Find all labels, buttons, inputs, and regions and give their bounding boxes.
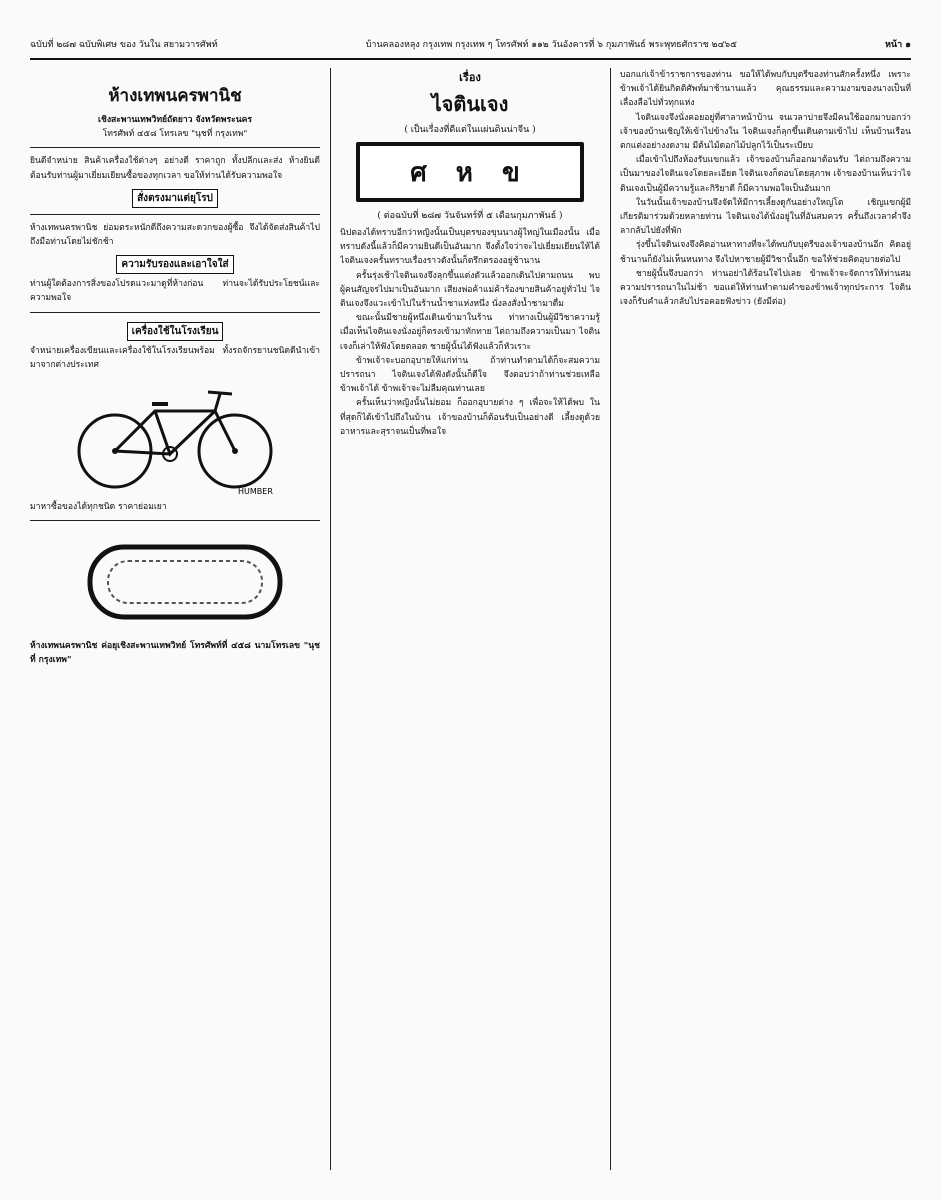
story-subtitle: ( เป็นเรื่องที่ดีแต่ในแผ่นดินน่าจีน ) <box>404 125 536 135</box>
story-paragraph: ครั้นเห็นว่าหญิงนั้นไม่ยอม ก็ออกอุบายต่าง ๆ เพื่อจะให้ได้พบ ในที่สุดก็ได้เข้าไปถึงในบ้าน เจ้าของบ้านก็ต้อนรับเป็นอย่างดี เลี้ยงดูด้วยอาหารและสุราจนเป็นที่พอใจ <box>340 398 600 437</box>
ad-paragraph: มาหาซื้อของได้ทุกชนิด ราคาย่อมเยา <box>30 502 167 513</box>
episode-note: ( ต่อฉบับที่ ๒๘๗ วันจันทร์ที่ ๕ เดือนกุมภาพันธ์ ) <box>377 211 563 221</box>
story-title: ไจตินเจง <box>431 92 509 116</box>
masthead-page-number: หน้า ๑ <box>885 40 911 50</box>
ad-box-label: ความรับรองและเอาใจใส่ <box>116 255 233 274</box>
story-paragraph: ชายผู้นั้นจึงบอกว่า ท่านอย่าได้ร้อนใจไปเลย ข้าพเจ้าจะจัดการให้ท่านสมความปรารถนาในไม่ช้า ขอแต่ให้ท่านทำตามคำของข้าพเจ้าทุกประการ ไจตินเจงก็รับคำแล้วกลับไปรอคอยฟังข่าว (ยังมีต่อ) <box>620 268 911 308</box>
story-paragraph: ข้าพเจ้าจะบอกอุบายให้แก่ท่าน ถ้าท่านทำตามได้ก็จะสมความปรารถนา ไจตินเจงได้ฟังดังนั้นก็ดีใจ จึงตอบว่าถ้าท่านช่วยเหลือข้าพเจ้าได้ ข้าพเจ้าจะไม่ลืมคุณท่านเลย <box>340 355 600 395</box>
section-label: เรื่อง <box>459 71 481 84</box>
ad-title: ห้างเทพนครพานิช <box>108 86 242 106</box>
masthead-middle: บ้านคลองหลุง กรุงเทพ กรุงเทพ ๆ โทรศัพท์ ๑๑๒ วันอังคารที่ ๖ กุมภาพันธ์ พระพุทธศักราช ๒๔๖๕ <box>365 40 737 50</box>
masthead <box>30 30 911 60</box>
story-paragraph: นิปตองได้ทราบอีกว่าหญิงนั้นเป็นบุตรของขุนนางผู้ใหญ่ในเมืองนั้น เมื่อทราบดังนี้แล้วก็มีความยินดีเป็นอันมาก จึงตั้งใจว่าจะไปเยี่ยมเยียนให้ได้ ไจตินเจงครั้นทราบเรื่องราวดังนั้นก็ตรึกตรองอยู่ช้านาน <box>340 228 600 267</box>
ad-subtitle: เชิงสะพานเทพวิทย์ถัดยาว จังหวัดพระนคร <box>98 115 252 125</box>
story-continued-column <box>620 68 911 1170</box>
ad-footer: ห้างเทพนครพานิช ค่อยุเชิงสะพานเทพวิทย์ โทรศัพท์ที่ ๔๕๘ นามโทรเลข "นุชที่ กรุงเทพ" <box>30 641 320 666</box>
bicycle-illustration <box>30 376 320 496</box>
ad-box-label: เครื่องใช้ในโรงเรียน <box>127 322 224 341</box>
story-logo: ศ ห ข <box>356 142 584 202</box>
column-rule-1 <box>330 68 331 1170</box>
story-paragraph: ขณะนั้นมีชายผู้หนึ่งเดินเข้ามาในร้าน ท่าทางเป็นผู้มีวิชาความรู้ เมื่อเห็นไจตินเจงนั่งอยู่ก็ตรงเข้ามาทักทาย ไต่ถามถึงความเป็นมา ไจตินเจงก็เล่าให้ฟังโดยตลอด ชายผู้นั้นได้ฟังแล้วก็หัวเราะ <box>340 313 600 352</box>
divider <box>30 147 320 148</box>
story-paragraph: เมื่อเข้าไปถึงห้องรับแขกแล้ว เจ้าของบ้านก็ออกมาต้อนรับ ไต่ถามถึงความเป็นมาของไจตินเจงโดยละเอียด ไจตินเจงก็ตอบโดยสุภาพ เจ้าของบ้านเห็นว่าไจตินเจงเป็นผู้มีความรู้และกิริยาดี ก็มีความพอใจเป็นอันมาก <box>620 155 911 194</box>
column-rule-2 <box>610 68 611 1170</box>
ad-paragraph: จำหน่ายเครื่องเขียนและเครื่องใช้ในโรงเรียนพร้อม ทั้งรถจักรยานชนิดดีนำเข้ามาจากต่างประเทศ <box>30 345 320 370</box>
tire-illustration <box>30 527 320 637</box>
ad-paragraph: ท่านผู้ใดต้องการสิ่งของโปรดแวะมาดูที่ห้างก่อน ท่านจะได้รับประโยชน์และความพอใจ <box>30 279 320 304</box>
ad-box-label: สั่งตรงมาแต่ยุโรป <box>132 189 218 208</box>
masthead-left: ฉบับที่ ๒๘๗ ฉบับพิเศษ ของ วันใน สยามวารศัพท์ <box>30 40 218 50</box>
divider <box>30 214 320 215</box>
ad-paragraph: ยินดีจำหน่าย สินค้าเครื่องใช้ต่างๆ อย่างดี ราคาถูก ทั้งปลีกและส่ง ห้างยินดีต้อนรับท่านผู้มาเยี่ยมเยียนซื้อของทุกเวลา ขอให้ท่านได้รับความพอใจ <box>30 156 320 181</box>
ad-paragraph: ห้างเทพนครพานิช ย่อมตระหนักดีถึงความสะดวกของผู้ซื้อ จึงได้จัดส่งสินค้าไปถึงมือท่านโดยไม่ชักช้า <box>30 222 320 248</box>
story-paragraph: บอกแก่เจ้าข้าราชการของท่าน ขอให้ได้พบกับบุตรีของท่านสักครั้งหนึ่ง เพราะข้าพเจ้าได้ยินกิตติศัพท์มาช้านานแล้ว คุณธรรมและความงามของนางเป็นที่เลื่องลือไปทั่วทุกแห่ง <box>620 70 911 109</box>
bicycle-label: HUMBER <box>238 487 273 497</box>
story-column <box>340 68 600 1170</box>
story-paragraph: ครั้นรุ่งเช้าไจตินเจงจึงลุกขึ้นแต่งตัวแล้วออกเดินไปตามถนน พบผู้คนสัญจรไปมาเป็นอันมาก เสียงพ่อค้าแม่ค้าร้องขายสินค้าอยู่ทั่วไป ไจตินเจงจึงแวะเข้าไปในร้านน้ำชาแห่งหนึ่ง นั่งลงสั่งน้ำชามาดื่ม <box>340 270 600 310</box>
advertisement-column <box>30 68 320 1170</box>
ad-phone: โทรศัพท์ ๔๕๘ โทรเลข "นุชที่ กรุงเทพ" <box>102 129 248 140</box>
divider <box>30 520 320 521</box>
newspaper-page <box>30 30 911 1170</box>
story-paragraph: ในวันนั้นเจ้าของบ้านจึงจัดให้มีการเลี้ยงดูกันอย่างใหญ่โต เชิญแขกผู้มีเกียรติมาร่วมด้วยหลายท่าน ไจตินเจงได้นั่งอยู่ในที่อันสมควร ครั้นถึงเวลาค่ำจึงลากลับไปยังที่พัก <box>620 197 911 237</box>
story-paragraph: ไจตินเจงจึงนั่งคอยอยู่ที่ศาลาหน้าบ้าน จนเวลาบ่ายจึงมีคนใช้ออกมาบอกว่าเจ้าของบ้านเชิญให้เข้าไปข้างใน ไจตินเจงก็ลุกขึ้นเดินตามเข้าไป เห็นบ้านเรือนตกแต่งอย่างงดงาม มีต้นไม้ดอกไม้ปลูกไว้เป็นระเบียบ <box>620 112 911 152</box>
story-paragraph: รุ่งขึ้นไจตินเจงจึงคิดอ่านหาทางที่จะได้พบกับบุตรีของเจ้าของบ้านอีก คิดอยู่ช้านานก็ยังไม่เห็นหนทาง จึงไปหาชายผู้มีวิชานั้นอีก ขอให้ช่วยคิดอุบายต่อไป <box>620 240 911 265</box>
divider <box>30 312 320 313</box>
